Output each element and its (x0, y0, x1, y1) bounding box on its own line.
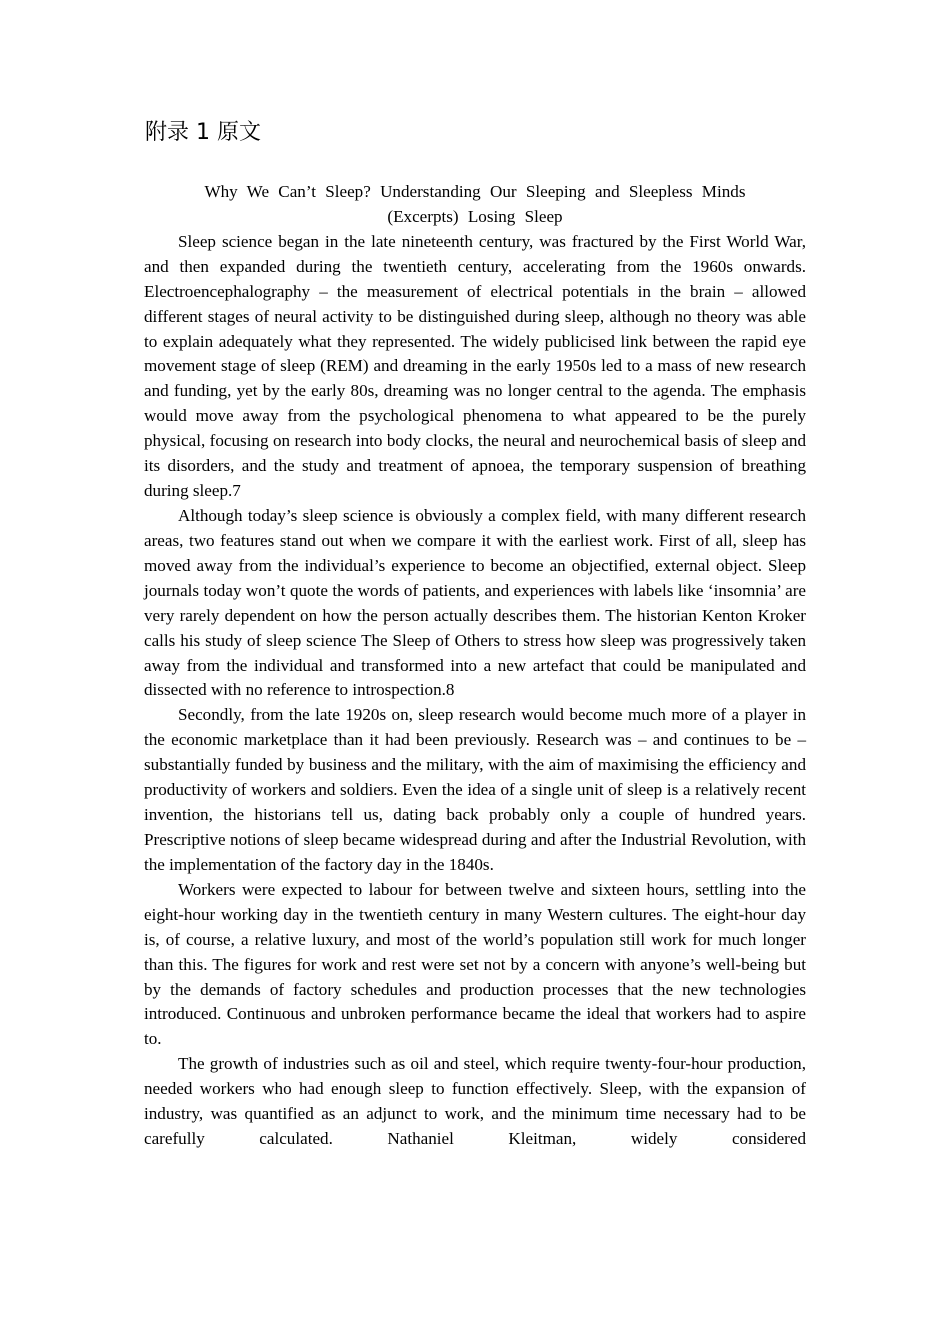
document-title-line-2: (Excerpts) Losing Sleep (387, 206, 563, 226)
document-title-line-1: Why We Can’t Sleep? Understanding Our Sleeping and Sleepless Minds (204, 182, 746, 201)
document-title (144, 180, 806, 230)
appendix-heading: 附录 1 原文 (145, 120, 261, 145)
document-body (144, 180, 806, 1152)
paragraph-3: Secondly, from the late 1920s on, sleep research would become much more of a player in the economic marketplace than it had been previously. Research was – and continues to be – substantially funded by business and the military, with the aim of maximising the efficiency and productivity of workers and soldiers. Even the idea of a single unit of sleep is a relatively recent invention, the historians tell us, dating back probably only a couple of hundred years. Prescriptive notions of sleep became widespread during and after the Industrial Revolution, with the implementation of the factory day in the 1840s. (144, 705, 806, 874)
paragraph-1: Sleep science began in the late nineteenth century, was fractured by the First World War, and then expanded during the twentieth century, accelerating from the 1960s onwards. Electroencephalography – the measurement of electrical potentials in the brain – allowed different stages of neural activity to be distinguished during sleep, although no theory was able to explain adequately what they represented. The widely publicised link between the rapid eye movement stage of sleep (REM) and dreaming in the early 1950s led to a mass of new research and funding, yet by the early 80s, dreaming was no longer central to the agenda. The emphasis would move away from the psychological phenomena to what appeared to be the purely physical, focusing on research into body clocks, the neural and neurochemical basis of sleep and its disorders, and the study and treatment of apnoea, the temporary suspension of breathing during sleep.7 (144, 231, 806, 501)
paragraph-4: Workers were expected to labour for between twelve and sixteen hours, settling into the eight-hour working day in the twentieth century in many Western cultures. The eight-hour day is, of course, a relative luxury, and most of the world’s population still work for much longer than this. The figures for work and rest were set not by a concern with anyone’s well-being but by the demands of factory schedules and production processes that the new technologies introduced. Continuous and unbroken performance became the ideal that workers had to aspire to. (144, 879, 806, 1049)
paragraph-5: The growth of industries such as oil and steel, which require twenty-four-hour production, needed workers who had enough sleep to function effectively. Sleep, with the expansion of industry, was quantified as an adjunct to work, and the minimum time necessary had to be carefully calculated. Nathaniel Kleitman, widely considered (144, 1054, 806, 1149)
paragraph-2: Although today’s sleep science is obviously a complex field, with many different research areas, two features stand out when we compare it with the earliest work. First of all, sleep has moved away from the individual’s experience to become an objectified, external object. Sleep journals today won’t quote the words of patients, and experiences with labels like ‘insomnia’ are very rarely dependent on how the person actually describes them. The historian Kenton Kroker calls his study of sleep science The Sleep of Others to stress how sleep was progressively taken away from the individual and transformed into a new artefact that could be manipulated and dissected with no reference to introspection.8 (144, 505, 806, 700)
